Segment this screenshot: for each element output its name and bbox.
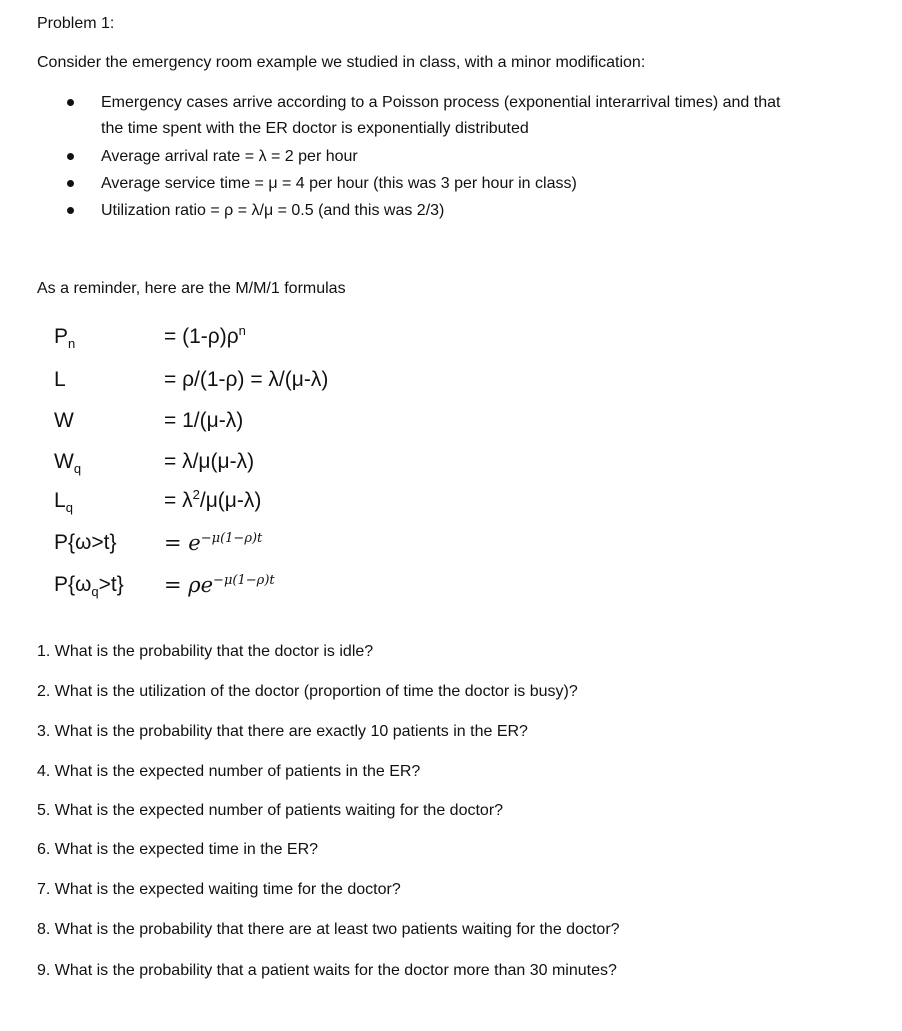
formula-expr-wq: = λ/μ(μ-λ) — [164, 450, 255, 473]
question-item: 8. What is the probability that there are at least two patients waiting for the doctor? — [37, 921, 620, 938]
formula-label-pn: $P_n$ — [54, 325, 76, 352]
question-item: 9. What is the probability that a patient waits for the doctor more than 30 minutes? — [37, 962, 617, 979]
question-item: 5. What is the expected number of patients waiting for the doctor? — [37, 802, 504, 819]
question-item: 3. What is the probability that there are exactly 10 patients in the ER? — [37, 723, 528, 740]
question-item: 1. What is the probability that the doctor is idle? — [37, 643, 374, 660]
formula-label-p-wait-system: P{ω>t} — [54, 531, 117, 554]
bullet-icon — [67, 207, 74, 214]
bullet-text: Average service time = μ = 4 per hour (this was 3 per hour in class) — [101, 175, 577, 192]
formula-label-w: W — [54, 409, 74, 432]
bullet-icon — [67, 153, 74, 160]
reminder-text: As a reminder, here are the M/M/1 formulas — [37, 280, 346, 297]
question-item: 6. What is the expected time in the ER? — [37, 841, 319, 858]
formula-expr-p-wait-queue: = $\rho e^{-\mu(1-\rho)t}$ — [164, 573, 275, 597]
bullet-icon — [67, 180, 74, 187]
bullet-text: Utilization ratio = ρ = λ/μ = 0.5 (and this was 2/3) — [101, 202, 445, 219]
formula-expr-p-wait-system: = $e^{-\mu(1-\rho)t}$ — [164, 531, 263, 555]
bullet-text: Average arrival rate = λ = 2 per hour — [101, 148, 358, 165]
bullet-icon — [67, 99, 74, 106]
formula-expr-l: = ρ/(1-ρ) = λ/(μ-λ) — [164, 368, 329, 391]
question-item: 7. What is the expected waiting time for the doctor? — [37, 881, 401, 898]
bullet-text: Emergency cases arrive according to a Poisson process (exponential interarrival times) and that — [101, 94, 781, 111]
formula-label-lq: $L_q$ — [54, 489, 73, 516]
formula-expr-w: = 1/(μ-λ) — [164, 409, 244, 432]
formula-expr-lq: = $\lambda^2/\mu(\mu-\lambda)$ — [164, 487, 262, 512]
bullet-text-continuation: the time spent with the ER doctor is exponentially distributed — [101, 120, 529, 137]
question-item: 4. What is the expected number of patients in the ER? — [37, 763, 421, 780]
problem-title: Problem 1: — [37, 15, 115, 32]
formula-label-p-wait-queue: $P\{\omega_q>t\}$ — [54, 573, 124, 600]
question-item: 2. What is the utilization of the doctor (proportion of time the doctor is busy)? — [37, 683, 578, 700]
formula-label-l: L — [54, 368, 66, 391]
problem-intro: Consider the emergency room example we studied in class, with a minor modification: — [37, 54, 646, 71]
formula-label-wq: $W_q$ — [54, 450, 82, 477]
formula-expr-pn: = $(1-\rho)\rho^n$ — [164, 323, 246, 348]
